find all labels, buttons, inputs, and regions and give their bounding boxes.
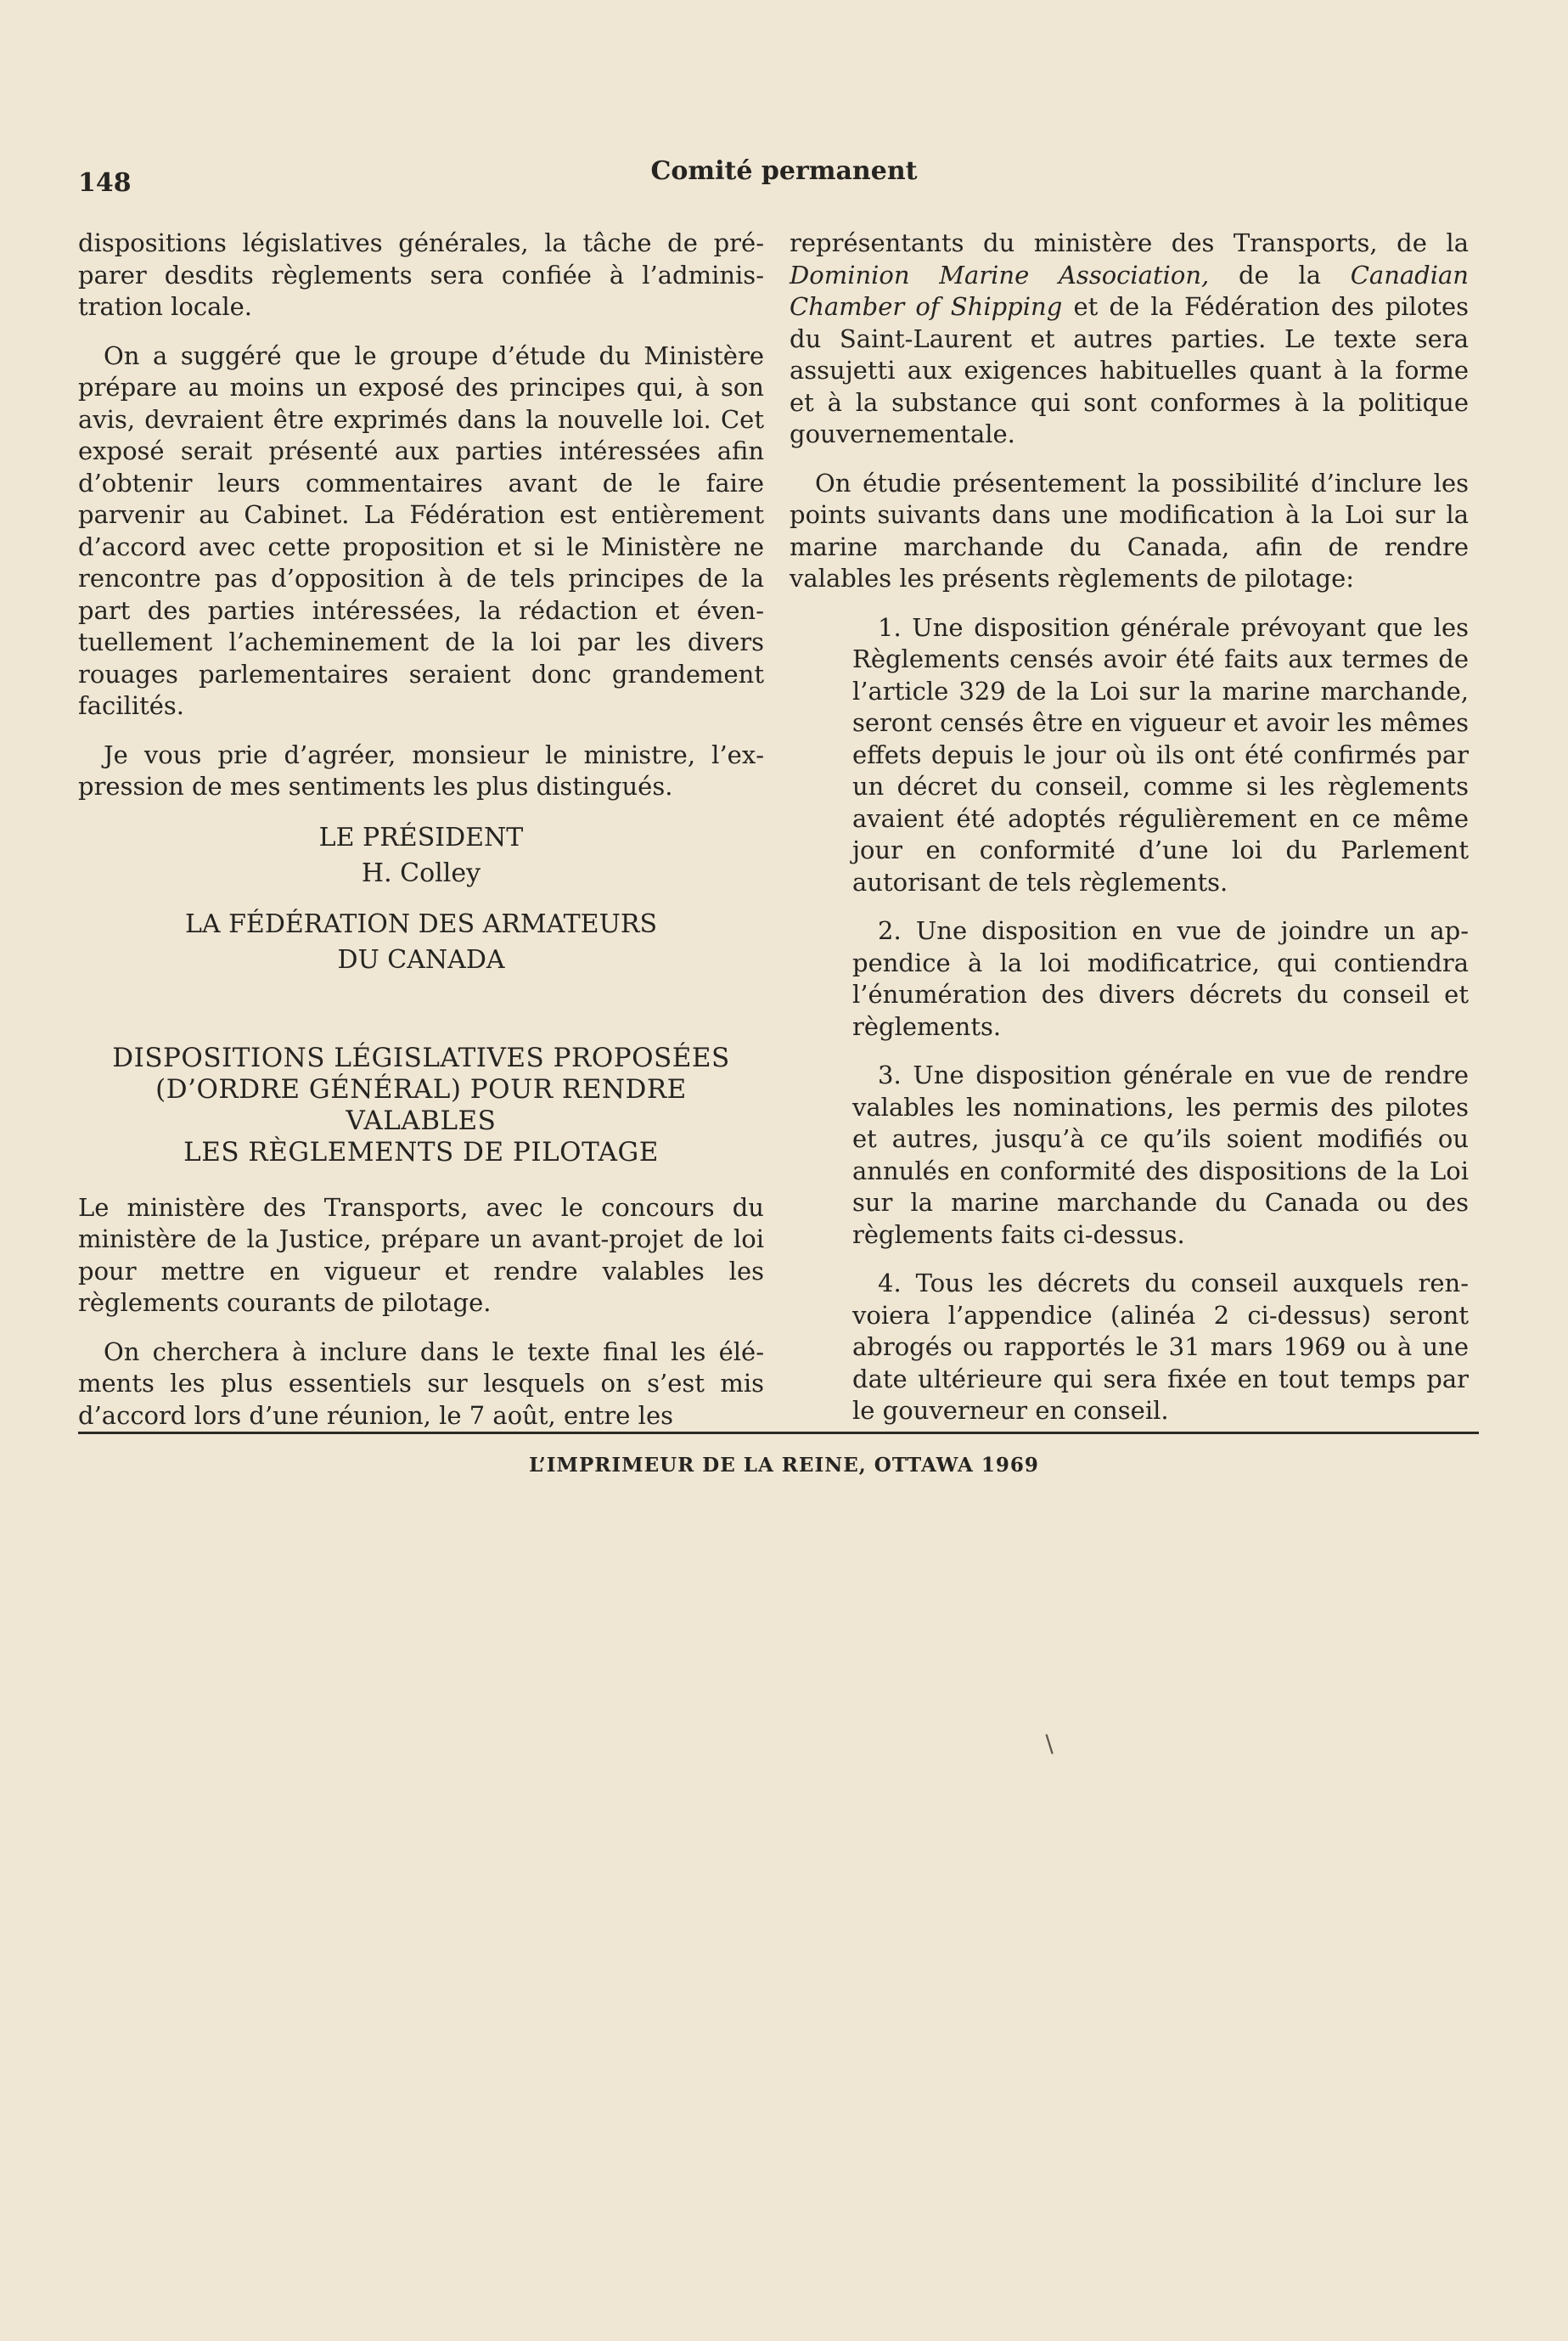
- page-number: 148: [78, 168, 132, 198]
- dominion-marine-association: Dominion Marine Association,: [790, 260, 1210, 290]
- section-heading: [78, 1043, 764, 1168]
- right-column: [790, 228, 1469, 1444]
- left-paragraph-3: Je vous prie d’agréer, monsieur le ministre, l’expression de mes sentiments les plus distingués.: [78, 740, 764, 801]
- federation-line-1: LA FÉDÉRATION DES ARMATEURS: [184, 909, 657, 939]
- section-heading-line-3: VALABLES: [346, 1105, 497, 1136]
- right-paragraph-1-text-b: de la: [1209, 260, 1351, 290]
- federation-name: [78, 907, 764, 978]
- running-head: Comité permanent: [650, 156, 918, 186]
- footer-rule: [78, 1432, 1479, 1434]
- signature-name: H. Colley: [361, 858, 481, 888]
- signature-title: LE PRÉSIDENT: [318, 822, 524, 853]
- signature-block: [78, 820, 764, 892]
- right-paragraph-1-text-c: et de la Fédération des pilotes du Saint-Laurent et autres parties. Le texte sera assujetti aux exigences habituelles quant à la forme et à la substance qui sont conformes à la politique gouvernementale.: [790, 292, 1469, 448]
- left-paragraph-4: Le ministère des Transports, avec le concours du ministère de la Justice, prépare un avant-projet de loi pour mettre en vigueur et rendre valables les règlements courants de pilotage.: [78, 1192, 764, 1317]
- stray-mark-icon: ∖: [1041, 1730, 1056, 1759]
- left-column: [78, 228, 764, 1449]
- list-item-3: 3. Une disposition générale en vue de rendre valables les nominations, les permis des pilotes et autres, jusqu’à ce qu’ils soient modifiés ou annulés en conformité des dispositions de la Loi sur la marine marchande du Canada ou des règlements faits ci-dessus.: [852, 1061, 1469, 1249]
- section-heading-line-2: (D’ORDRE GÉNÉRAL) POUR RENDRE: [155, 1073, 687, 1105]
- list-item-1: 1. Une disposition générale prévoyant que les Règlements censés avoir été faits aux termes de l’article 329 de la Loi sur la marine marchande, seront censés être en vigueur et avoir les mêmes effets depuis le jour où ils ont été confirmés par un décret du conseil, comme si les règlements avaient été adoptés régulièrement en ce même jour en conformité d’une loi du Parlement autorisant de tels règlements.: [852, 612, 1469, 897]
- left-paragraph-2: On a suggéré que le groupe d’étude du Ministère prépare au moins un exposé des principes qui, à son avis, devraient être exprimés dans la nouvelle loi. Cet exposé serait présenté aux parties intéressées afin d’obtenir leurs commentaires avant de le faire parvenir au Cabinet. La Fédération est entièrement d’accord avec cette proposition et si le Ministère ne rencontre pas d’opposition à de tels principes de la part des parties intéressées, la rédaction et éventuellement l’acheminement de la loi par les divers rouages parlementaires seraient donc grandement facilités.: [78, 340, 764, 720]
- section-heading-line-4: LES RÈGLEMENTS DE PILOTAGE: [183, 1136, 659, 1168]
- list-item-4: 4. Tous les décrets du conseil auxquels renvoiera l’appendice (alinéa 2 ci-dessus) seront abrogés ou rapportés le 31 mars 1969 ou à une date ultérieure qui sera fixée en tout temps par le gouverneur en conseil.: [852, 1269, 1469, 1425]
- list-item-2: 2. Une disposition en vue de joindre un appendice à la loi modificatrice, qui contiendra l’énumération des divers décrets du conseil et règlements.: [852, 916, 1469, 1041]
- section-heading-line-1: DISPOSITIONS LÉGISLATIVES PROPOSÉES: [112, 1042, 730, 1073]
- canadian-chamber-of-shipping: Canadian Chamber of Shipping: [790, 260, 1469, 321]
- left-paragraph-5: On cherchera à inclure dans le texte final les éléments les plus essentiels sur lesquels on s’est mis d’accord lors d’une réunion, le 7 août, entre les: [78, 1337, 764, 1430]
- right-paragraph-1-text-a: représentants du ministère des Transports, de la: [790, 228, 1469, 257]
- printer-imprint: L’IMPRIMEUR DE LA REINE, OTTAWA 1969: [529, 1454, 1039, 1477]
- federation-line-2: DU CANADA: [337, 944, 505, 975]
- left-paragraph-1: dispositions législatives générales, la tâche de préparer desdits règlements sera confiée à l’administration locale.: [78, 228, 764, 321]
- right-paragraph-2: On étudie présentement la possibilité d’inclure les points suivants dans une modification à la Loi sur la marine marchande du Canada, afin de rendre valables les présents règlements de pilotage:: [790, 468, 1469, 593]
- right-paragraph-1: [790, 228, 1469, 451]
